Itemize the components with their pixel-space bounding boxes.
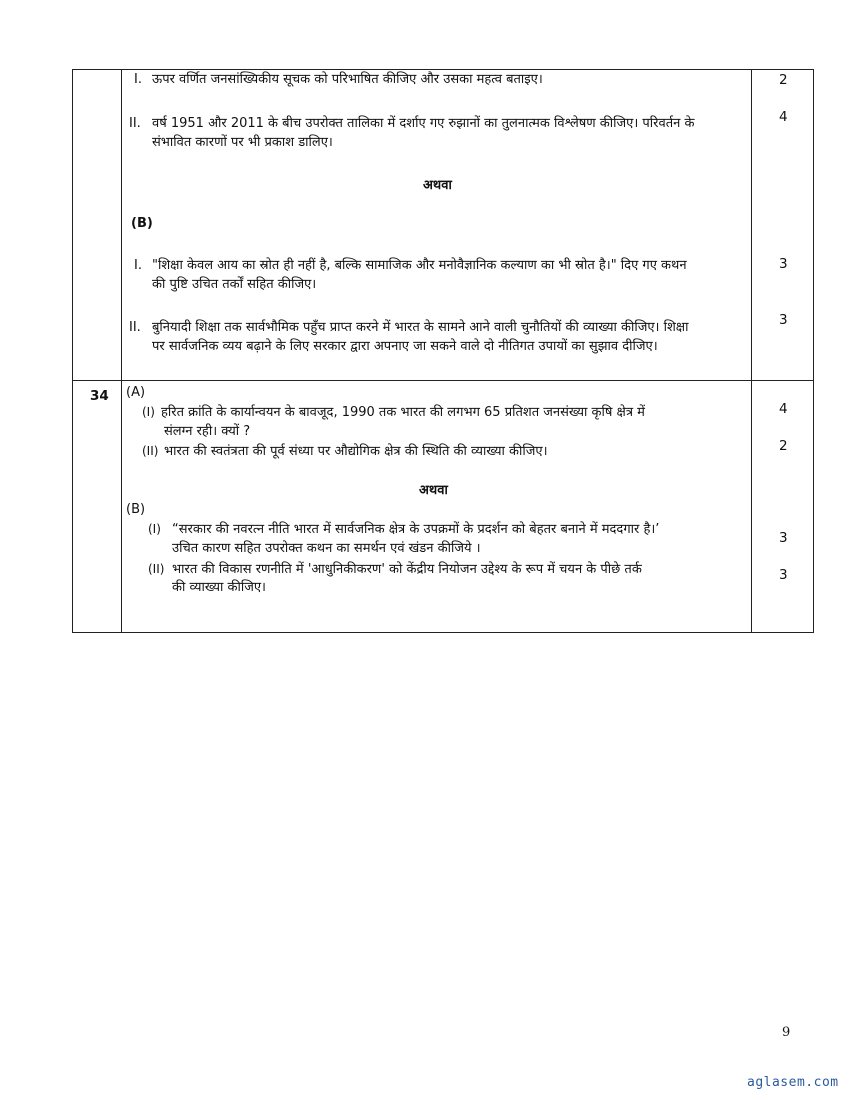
q34-a-i-marker: (I)	[142, 405, 155, 419]
q33-or-divider: अथवा	[423, 178, 452, 193]
q33-a-ii-marker: II.	[129, 116, 141, 131]
q34-a-i-marks: 4	[779, 401, 788, 417]
q34-b-i-marker: (I)	[148, 522, 161, 536]
q33-b-i-line1: "शिक्षा केवल आय का स्रोत ही नहीं है, बल्कि सामाजिक और मनोवैज्ञानिक कल्याण का भी स्रोत है।" दिए गए कथन	[152, 258, 687, 273]
row-divider	[73, 380, 813, 381]
q33-b-ii-marks: 3	[779, 312, 788, 328]
q33-a-ii-marks: 4	[779, 109, 788, 125]
q34-or-divider: अथवा	[419, 483, 448, 498]
q34-a-ii-marks: 2	[779, 438, 788, 454]
q34-b-i-marks: 3	[779, 530, 788, 546]
q33-b-i-line2: की पुष्टि उचित तर्कों सहित कीजिए।	[152, 277, 317, 292]
page-number: 9	[782, 1025, 791, 1040]
q34-a-ii-text: भारत की स्वतंत्रता की पूर्व संध्या पर औद्योगिक क्षेत्र की स्थिति की व्याख्या कीजिए।	[164, 444, 548, 459]
q34-b-ii-marker: (II)	[148, 562, 165, 576]
watermark: aglasem.com	[747, 1075, 839, 1090]
q34-a-i-line2: संलग्न रही। क्यों ?	[164, 424, 251, 439]
column-divider-marks	[751, 70, 752, 632]
q33-a-i-marks: 2	[779, 72, 788, 88]
q33-a-ii-line2: संभावित कारणों पर भी प्रकाश डालिए।	[152, 135, 333, 150]
q34-b-i-line1: “सरकार की नवरत्न नीति भारत में सार्वजनिक क्षेत्र के उपक्रमों के प्रदर्शन को बेहतर बनाने में मददगार है।’	[172, 522, 660, 537]
q33-b-ii-marker: II.	[129, 320, 141, 335]
q33-a-ii-line1: वर्ष 1951 और 2011 के बीच उपरोक्त तालिका में दर्शाए गए रुझानों का तुलनात्मक विश्लेषण कीजिए। परिवर्तन के	[152, 116, 695, 131]
q33-a-i-marker: I.	[134, 72, 142, 87]
column-divider-qno	[121, 70, 122, 632]
q34-b-ii-line1: भारत की विकास रणनीति में 'आधुनिकीकरण' को केंद्रीय नियोजन उद्देश्य के रूप में चयन के पीछे तर्क	[172, 562, 642, 577]
q34-option-a-label: (A)	[126, 385, 146, 400]
q33-a-i-text: ऊपर वर्णित जनसांख्यिकीय सूचक को परिभाषित कीजिए और उसका महत्व बताइए।	[152, 72, 543, 87]
q34-a-i-line1: हरित क्रांति के कार्यान्वयन के बावजूद, 1990 तक भारत की लगभग 65 प्रतिशत जनसंख्या कृषि क्षेत्र में	[161, 405, 645, 420]
q33-b-i-marker: I.	[134, 258, 142, 273]
q34-b-ii-marks: 3	[779, 567, 788, 583]
q33-b-i-marks: 3	[779, 256, 788, 272]
q34-a-ii-marker: (II)	[142, 444, 159, 458]
q34-option-b-label: (B)	[126, 502, 146, 517]
q33-option-b-label: (B)	[131, 216, 153, 231]
q33-b-ii-line1: बुनियादी शिक्षा तक सार्वभौमिक पहुँच प्राप्त करने में भारत के सामने आने वाली चुनौतियों की व्याख्या कीजिए। शिक्षा	[152, 320, 689, 335]
q34-b-i-line2: उचित कारण सहित उपरोक्त कथन का समर्थन एवं खंडन कीजिये ।	[172, 541, 481, 556]
q34-b-ii-line2: की व्याख्या कीजिए।	[172, 580, 266, 595]
q33-b-ii-line2: पर सार्वजनिक व्यय बढ़ाने के लिए सरकार द्वारा अपनाए जा सकने वाले दो नीतिगत उपायों का सुझाव दीजिए।	[152, 339, 658, 354]
question-number-34: 34	[90, 388, 109, 404]
